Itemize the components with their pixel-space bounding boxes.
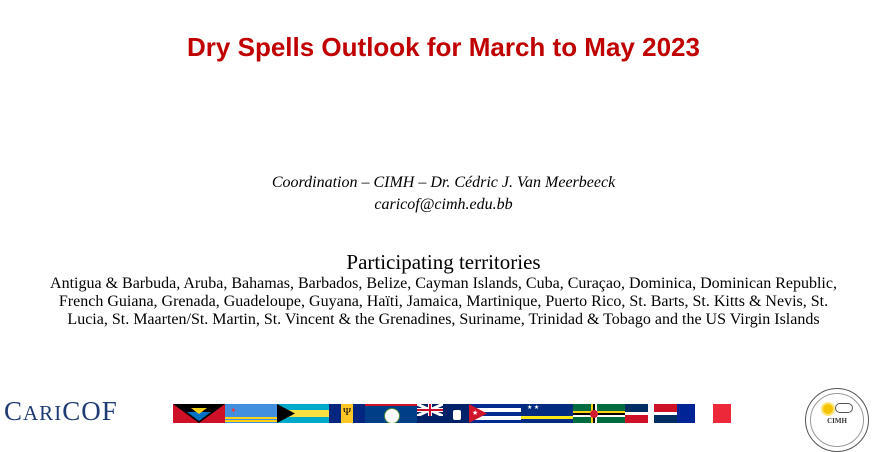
- flag-france: [677, 404, 731, 423]
- participating-heading: Participating territories: [346, 250, 541, 274]
- cimh-seal: [805, 388, 869, 452]
- coordination-block: [0, 172, 887, 216]
- flag-belize: [365, 404, 417, 423]
- flag-cuba: ★: [469, 404, 521, 423]
- sun-icon: [823, 404, 833, 414]
- flag-antigua-barbuda: [173, 404, 225, 423]
- flag-aruba: ✦: [225, 404, 277, 423]
- participating-list: Antigua & Barbuda, Aruba, Bahamas, Barbados, Belize, Cayman Islands, Cuba, Curaçao, Dominica, Dominican Republic, French Guiana, Grenada, Guadeloupe, Guyana, Haïti, Jamaica, Martinique, Puerto Rico, St. Barts, St. Kitts & Nevis, St. Lucia, St. Maarten/St. Martin, St. Vincent & the Grenadines, Suriname, Trinidad & Tobago and the US Virgin Islands: [50, 275, 837, 328]
- page-title: Dry Spells Outlook for March to May 2023: [187, 32, 700, 62]
- flag-barbados: Ψ: [329, 404, 365, 423]
- cloud-icon: [835, 403, 853, 413]
- flag-cayman-islands: [417, 404, 469, 423]
- caricof-logo: CARICOF: [4, 396, 118, 426]
- flag-curacao: ★ ★: [521, 404, 573, 423]
- coordination-line: Coordination – CIMH – Dr. Cédric J. Van Meerbeeck: [271, 174, 616, 191]
- flag-bahamas: [277, 404, 329, 423]
- flag-dominica: [573, 404, 625, 423]
- seal-label: CIMH: [827, 417, 847, 425]
- flag-dominican-republic: [625, 404, 677, 423]
- flags-strip: [173, 404, 731, 423]
- contact-email: caricof@cimh.edu.bb: [374, 196, 513, 213]
